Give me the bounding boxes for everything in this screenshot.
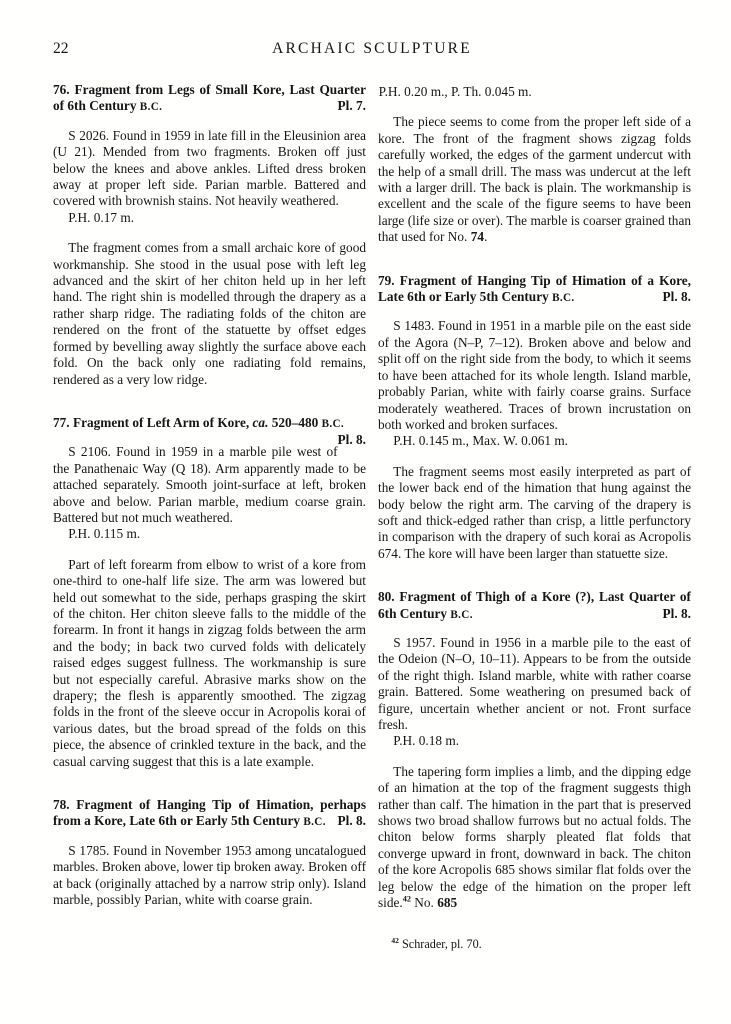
entry-79-heading: [378, 273, 691, 307]
text-run: ca.: [252, 414, 269, 430]
text-run: 74: [470, 229, 484, 245]
text-columns: [53, 82, 691, 952]
text-run: 42: [402, 894, 411, 904]
entry-76-measurements: P.H. 0.17 m.: [68, 209, 135, 225]
text-run: Schrader, pl. 70.: [398, 937, 482, 952]
entry-78-find-description: S 1785. Found in November 1953 among uncatalogued marbles. Broken above, lower tip broken away. Broken off at back (originally attached by a narrow strip only). Island marble, possibly Parian, white with coarse grain.: [53, 842, 366, 908]
text-run: 77. Fragment of Left Arm of Kore,: [53, 414, 253, 430]
entry-79-measurements: P.H. 0.145 m., Max. W. 0.061 m.: [393, 433, 569, 449]
entry-78-measurements: P.H. 0.20 m., P. Th. 0.045 m.: [378, 84, 532, 99]
footnote-42: [378, 937, 691, 952]
text-run: 520–480: [268, 414, 322, 430]
entry-79-plate-ref: Pl. 8.: [662, 289, 691, 305]
text-run: The piece seems to come from the proper left side of a kore. The front of the fragment shows zigzag folds carefully worked, the edges of the garment undercut with the help of a small drill. The mass was undercut at the left with a larger drill. The back is plain. The workmanship is excellent and the scale of the figure seems to have been large (life size or over). The marble is coarser grained than that used for No.: [378, 114, 691, 245]
entry-77-heading: [53, 414, 366, 448]
text-run: The tapering form implies a limb, and the dipping edge of an himation at the top of the fragment suggests thigh rather than calf. The himation in the part that is preserved shows two broad shallow furrows but no actual folds. The chiton below forms sharply pleated flat folds that converge upward in front, downward in back. The chiton of the kore Acropolis 685 shows similar flat folds over the leg below the edge of the himation on the proper left side.: [378, 763, 691, 911]
entry-79: [378, 273, 691, 563]
entry-78: [53, 797, 366, 908]
entry-79-commentary: The fragment seems most easily interpreted as part of the lower back end of the himation that hung against the body below the right arm. The carving of the drapery is soft and thick-edged rather than crisp, a little perfunctory in comparison with the drapery of such korai as Acropolis 674. The kore will have been larger than statuette size.: [378, 463, 691, 561]
running-title: ARCHAIC SCULPTURE: [272, 40, 472, 57]
entry-76-plate-ref: Pl. 7.: [337, 98, 366, 114]
entry-78-heading: [53, 797, 366, 831]
entry-80-commentary: [378, 764, 691, 912]
column-left: [53, 82, 366, 952]
text-run: B.C.: [450, 608, 473, 621]
entry-76-title: [53, 82, 366, 113]
text-run: 42: [391, 936, 399, 946]
text-run: 79. Fragment of Hanging Tip of Himation of a Kore, Late 6th or Early 5th Century: [378, 272, 691, 305]
page-number: 22: [53, 40, 69, 57]
text-run: 76. Fragment from Legs of Small Kore, Last Quarter of 6th Century: [53, 82, 366, 114]
entry-80-measurements: P.H. 0.18 m.: [393, 733, 460, 749]
entry-80-title: [378, 589, 691, 620]
entry-78-plate-ref: Pl. 8.: [337, 813, 366, 829]
entry-76-heading: [53, 82, 366, 116]
entry-76-find-description: S 2026. Found in 1959 in late fill in the Eleusinion area (U 21). Mended from two fragments. Broken off just below the knees and above ankles. Lifted dress broken away at proper left side. Parian marble. Battered and covered with brownish stains. Not heavily weathered.: [53, 127, 366, 209]
text-run: 78. Fragment of Hanging Tip of Himation, perhaps from a Kore, Late 6th or Early 5th Century: [53, 797, 366, 829]
entry-80-heading: [378, 589, 691, 623]
entry-78-title: [53, 797, 366, 828]
text-run: B.C.: [321, 417, 345, 430]
entry-76: [53, 82, 366, 388]
entry-76-commentary: The fragment comes from a small archaic kore of good workmanship. She stood in the usual pose with left leg advanced and the skirt of her chiton held up in her left hand. The right shin is modelled through the drapery as a rather sharp ridge. The radiating folds of the chiton are rendered on the front of the statuette by offset edges formed by bevelling away slightly the surface above each fold. On the back only one radiating fold remains, rendered as a very low ridge.: [53, 240, 366, 387]
entry-78-continuation: [378, 84, 691, 246]
text-run: B.C.: [139, 101, 163, 114]
column-right: [378, 82, 691, 952]
entry-80: [378, 589, 691, 911]
text-run: 80. Fragment of Thigh of a Kore (?), Last Quarter of 6th Century: [378, 589, 691, 621]
entry-78-commentary: [378, 114, 691, 245]
entry-77-commentary: Part of left forearm from elbow to wrist of a kore from one-third to one-half life size. The arm was lowered but held out somewhat to the side, perhaps grasping the skirt of the chiton. Her chiton sleeve falls to the middle of the forearm. In front it hangs in zigzag folds between the arm and the body; in back two curved folds with delicately raised edges suggest fullness. The workmanship is sure but not especially careful. Abrasive marks show on the drapery; the flesh is apparently smoothed. The zigzag folds in the front of the sleeve occur in Acropolis korai of various dates, but the broad spread of the folds on this piece, the absence of crinkled texture in the back, and the casual carving suggest that this is a late example.: [53, 556, 366, 769]
text-run: .: [484, 229, 488, 245]
entry-77: [53, 415, 366, 770]
page-header: [53, 40, 691, 58]
entry-77-title: [53, 415, 344, 430]
text-run: B.C.: [552, 292, 575, 305]
text-run: No.: [410, 895, 438, 911]
text-run: 685: [437, 895, 458, 911]
entry-79-find-description: S 1483. Found in 1951 in a marble pile on the east side of the Agora (N–P, 7–12). Broken above and below and split off on the right side from the body, to which it seems to have been attached for its whole length. Island marble, probably Parian, white with fairly coarse grains. Surface moderately weathered. Traces of brown incrustation on both worked and broken surfaces.: [378, 318, 691, 432]
entry-79-title: [378, 273, 691, 304]
entry-77-plate-ref: Pl. 8.: [337, 432, 366, 448]
entry-80-plate-ref: Pl. 8.: [662, 605, 691, 621]
entry-77-measurements: P.H. 0.115 m.: [68, 526, 141, 542]
entry-77-find-description: S 2106. Found in 1959 in a marble pile west of the Panathenaic Way (Q 18). Arm apparently made to be attached separately. Smooth joint-surface at left, broken above and below. Parian marble, medium coarse grain. Battered but not much weathered.: [53, 444, 366, 525]
text-run: B.C.: [303, 816, 326, 829]
entry-80-find-description: S 1957. Found in 1956 in a marble pile to the east of the Odeion (N–O, 10–11). Appears to be from the outside of the right thigh. Island marble, white with rather coarse grain. Battered. Some weathering on presumed back of figure, uncertain whether ancient or not. Front surface fresh.: [378, 634, 691, 732]
